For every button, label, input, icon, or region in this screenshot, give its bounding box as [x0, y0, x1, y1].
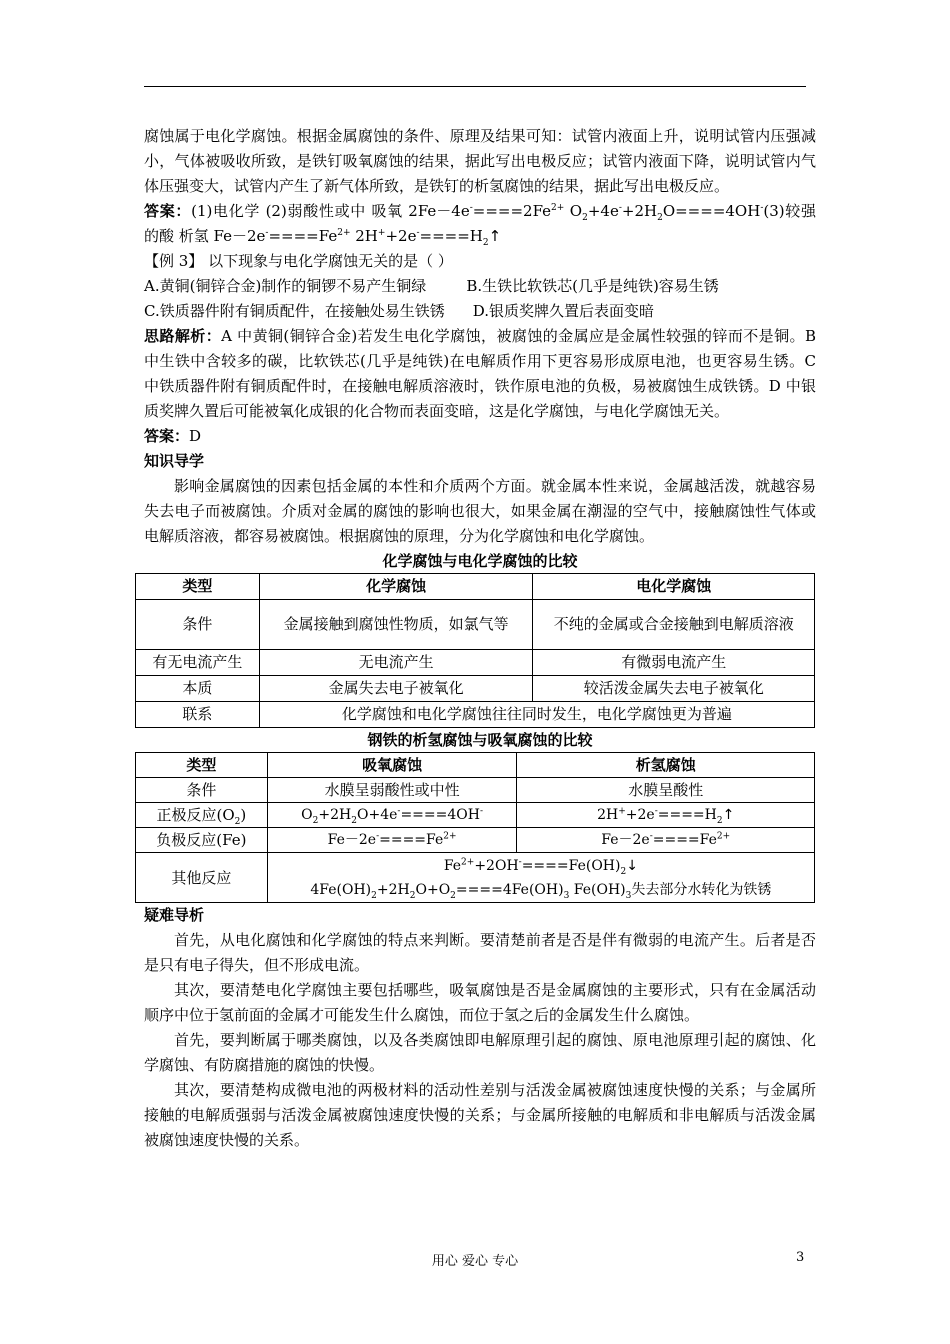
table1-header-row: 类型 化学腐蚀 电化学腐蚀	[136, 574, 815, 600]
knowledge-paragraph: 影响金属腐蚀的因素包括金属的本性和介质两个方面。就金属本性来说，金属越活泼，就越容易失去电子而被腐蚀。介质对金属的腐蚀的影响也很大，如果金属在潮湿的空气中，接触腐蚀性气体或电解质溶液，都容易被腐蚀。根据腐蚀的原理，分为化学腐蚀和电化学腐蚀。	[144, 477, 816, 545]
example-3-options-cd	[144, 299, 816, 324]
table-row: 负极反应(Fe) $Fe-2e^-====Fe^{2+}$ $Fe-2e^-====Fe^{2+}$	[136, 828, 815, 853]
section-heading-knowledge: 知识导学	[144, 452, 205, 470]
section-heading-difficulty: 疑难导析	[144, 906, 205, 924]
option-b: B.生铁比软铁芯(几乎是纯铁)容易生锈	[466, 277, 719, 295]
difficulty-paragraph-2: 其次，要清楚电化学腐蚀主要包括哪些，吸氧腐蚀是否是金属腐蚀的主要形式，只有在金属活动顺序中位于氢前面的金属才可能发生什么腐蚀，而位于氢之后的金属发生什么腐蚀。	[144, 981, 816, 1024]
example-3-analysis: 思路解析：A 中黄铜(铜锌合金)若发生电化学腐蚀，被腐蚀的金属应是金属性较强的锌而不是铜。B 中生铁中含较多的碳，比软铁芯(几乎是纯铁)在电解质作用下更容易形成原电池，也更容易生锈。C 中铁质器件附有铜质配件时，在接触电解质溶液时，铁作原电池的负极，易被腐蚀生成铁锈。D 中银质奖牌久置后可能被氧化成银的化合物而表面变暗，这是化学腐蚀，与电化学腐蚀无关。	[144, 327, 816, 420]
difficulty-paragraph-4: 其次，要清楚构成微电池的两极材料的活动性差别与活泼金属被腐蚀速度快慢的关系；与金属所接触的电解质强弱与活泼金属被腐蚀速度快慢的关系；与金属所接触的电解质和非电解质与活泼金属被腐蚀速度快慢的关系。	[144, 1081, 816, 1149]
header-rule	[144, 86, 806, 87]
other-reaction-line-1: $Fe^{2+}+2OH^-====Fe(OH)_2↓$	[443, 856, 638, 877]
table-hydrogen-vs-oxygen-corrosion	[135, 752, 815, 903]
footer-motto: 用心 爱心 专心	[431, 1254, 519, 1269]
table1-title: 化学腐蚀与电化学腐蚀的比较	[382, 552, 578, 570]
arrow-up-icon: ↑	[488, 227, 502, 245]
table-row: 其他反应 $Fe^{2+}+2OH^-====Fe(OH)_2↓$ $4Fe(OH)_2+2H_2O+O_2====4Fe(OH)_3$ $Fe(OH)_3$失去部分水转化为铁锈	[136, 853, 815, 903]
analysis-label: 思路解析：	[144, 327, 222, 345]
option-d: D.银质奖牌久置后表面变暗	[472, 302, 654, 320]
difficulty-paragraph-3: 首先，要判断属于哪类腐蚀，以及各类腐蚀即电解原理引起的腐蚀、原电池原理引起的腐蚀、化学腐蚀、有防腐措施的腐蚀的快慢。	[144, 1031, 816, 1074]
table-row: 本质 金属失去电子被氧化 较活泼金属失去电子被氧化	[136, 676, 815, 702]
arrow-up-icon: ↑	[722, 807, 735, 823]
example-3-options-ab	[144, 274, 816, 299]
page-content	[144, 124, 816, 1153]
paragraph-analysis-continued: 腐蚀属于电化学腐蚀。根据金属腐蚀的条件、原理及结果可知：试管内液面上升，说明试管内压强减小，气体被吸收所致，是铁钉吸氧腐蚀的结果，据此写出电极反应；试管内液面下降，说明试管内气体压强变大，试管内产生了新气体所致，是铁钉的析氢腐蚀的结果，据此写出电极反应。	[144, 127, 816, 195]
example-3-answer: 答案：D	[144, 427, 202, 445]
table-row: 条件 金属接触到腐蚀性物质，如氯气等 不纯的金属或合金接触到电解质溶液	[136, 600, 815, 650]
arrow-down-icon: ↓	[626, 857, 638, 874]
answer-1: 答案：(1)电化学 (2)弱酸性或中 吸氧 $2Fe-4e^-====2Fe^{2+}$ $O_2+4e^-+2H_2O====4OH^-(3)$较强的酸 析氢 $Fe-2e^-====Fe^{2+}$ $2H^++2e^-====H_2↑$	[144, 202, 816, 248]
table-row: 条件 水膜呈弱酸性或中性 水膜呈酸性	[136, 778, 815, 803]
example-3-question: 【例 3】 以下现象与电化学腐蚀无关的是（ ）	[144, 252, 453, 270]
difficulty-paragraph-1: 首先，从电化腐蚀和化学腐蚀的特点来判断。要清楚前者是否是伴有微弱的电流产生。后者是否是只有电子得失，但不形成电流。	[144, 931, 816, 974]
table-row: 联系 化学腐蚀和电化学腐蚀往往同时发生，电化学腐蚀更为普遍	[136, 702, 815, 728]
answer-label: 答案：	[144, 202, 192, 220]
table-row: 有无电流产生 无电流产生 有微弱电流产生	[136, 650, 815, 676]
table2-title: 钢铁的析氢腐蚀与吸氧腐蚀的比较	[367, 731, 593, 749]
option-c: C.铁质器件附有铜质配件，在接触处易生铁锈	[144, 302, 445, 320]
other-reaction-line-2: $4Fe(OH)_2+2H_2O+O_2====4Fe(OH)_3$ $Fe(OH)_3$失去部分水转化为铁锈	[310, 881, 772, 901]
table-chemical-vs-electrochemical	[135, 573, 815, 728]
table2-header-row: 类型 吸氧腐蚀 析氢腐蚀	[136, 753, 815, 778]
option-a: A.黄铜(铜锌合金)制作的铜锣不易产生铜绿	[144, 277, 427, 295]
table-row: 正极反应$(O_2)$ $O_2+2H_2O+4e^-====4OH^-$ $2H^++2e^-====H_2↑$	[136, 803, 815, 828]
page-number: 3	[796, 1250, 805, 1265]
